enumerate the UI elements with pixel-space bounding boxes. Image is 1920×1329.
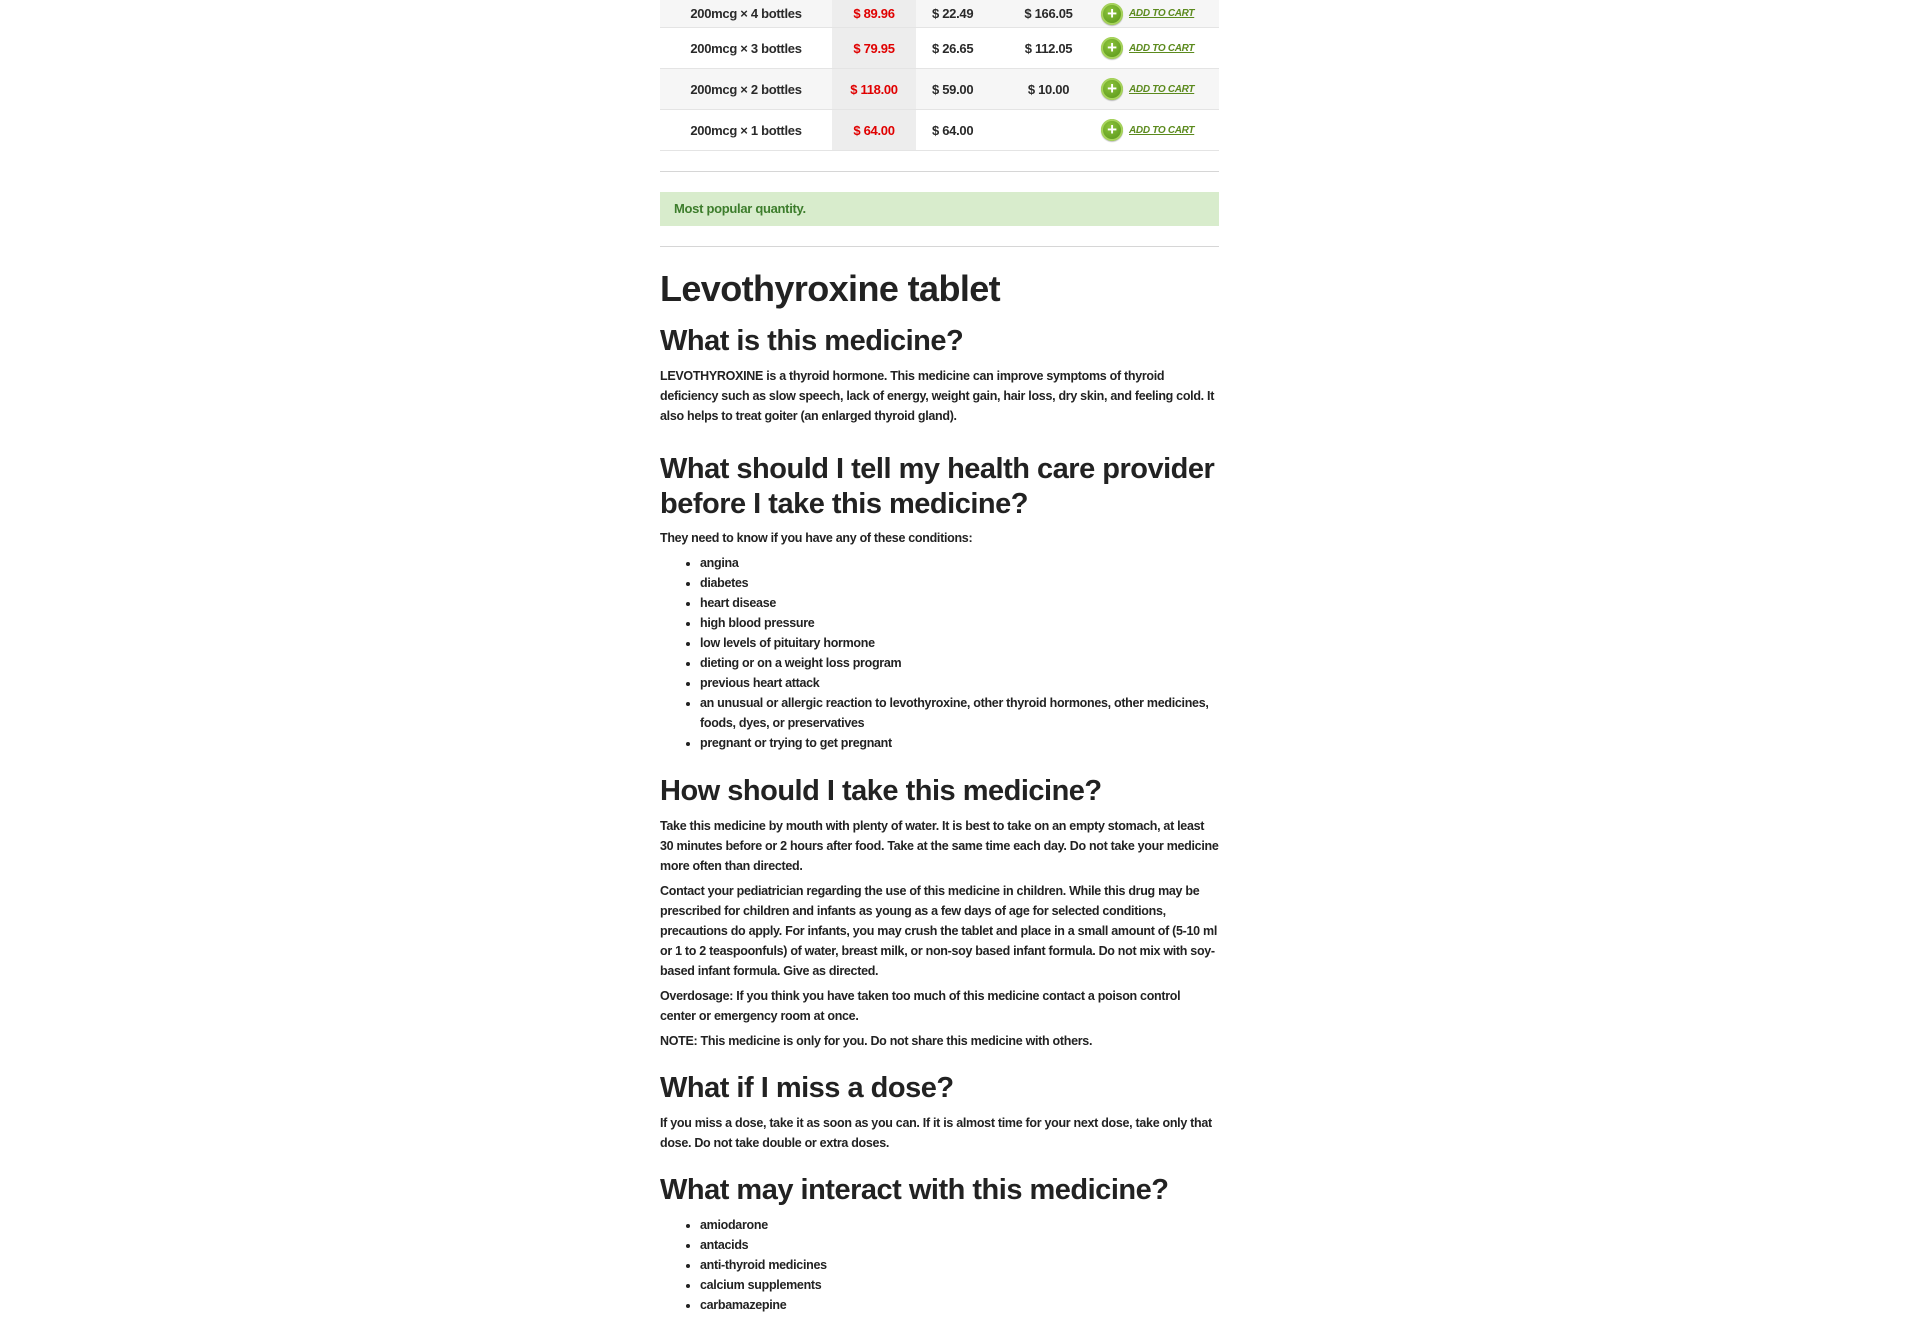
price-cell: $ 64.00 bbox=[832, 110, 916, 151]
plus-icon: + bbox=[1101, 119, 1123, 141]
list-item: • angina bbox=[700, 553, 1219, 573]
divider bbox=[660, 246, 1219, 247]
table-row bbox=[660, 69, 1219, 110]
cart-cell bbox=[1091, 28, 1219, 69]
what-is-text: LEVOTHYROXINE is a thyroid hormone. This medicine can improve symptoms of thyroid deficiency such as slow speech, lack of energy, weight gain, hair loss, dry skin, and feeling cold. It also helps to treat goiter (an enlarged thyroid gland). bbox=[660, 369, 1215, 423]
overdosage-text: Overdosage: If you think you have taken too much of this medicine contact a poison control center or emergency room at once. bbox=[660, 989, 1181, 1023]
cart-cell bbox=[1091, 110, 1219, 151]
savings-cell: $ 166.05 bbox=[1006, 0, 1091, 28]
add-to-cart-link[interactable]: ADD TO CART bbox=[1129, 8, 1195, 19]
list-item: • high blood pressure bbox=[700, 613, 1219, 633]
add-to-cart-button[interactable] bbox=[1101, 119, 1194, 141]
add-to-cart-link[interactable]: ADD TO CART bbox=[1129, 83, 1195, 95]
package-cell: 200mcg × 3 bottles bbox=[660, 28, 832, 69]
price-table bbox=[660, 0, 1219, 151]
savings-cell: $ 112.05 bbox=[1006, 28, 1091, 69]
table-row bbox=[660, 0, 1219, 28]
pediatric-text: Contact your pediatrician regarding the use of this medicine in children. While this drug may be prescribed for children and infants as young as a few days of age for selected conditions, precautions do apply. For infants, you may crush the tablet and place in a small amount of (5-10 ml or 1 to 2 teaspoonfuls) of water, breast milk, or non-soy based infant formula. Do not mix with soy-based infant formula. Give as directed. bbox=[660, 884, 1217, 978]
add-to-cart-button[interactable] bbox=[1101, 3, 1194, 25]
tell-provider-intro: They need to know if you have any of these conditions: bbox=[660, 531, 973, 545]
list-item: • an unusual or allergic reaction to levothyroxine, other thyroid hormones, other medicines, foods, dyes, or preservatives bbox=[700, 693, 1219, 733]
heading-how-to-take: How should I take this medicine? bbox=[660, 775, 1102, 807]
list-item: • low levels of pituitary hormone bbox=[700, 633, 1219, 653]
add-to-cart-link[interactable]: ADD TO CART bbox=[1129, 42, 1195, 54]
add-to-cart-button[interactable] bbox=[1101, 37, 1194, 59]
per-bottle-cell: $ 22.49 bbox=[916, 0, 1006, 28]
savings-cell: $ 10.00 bbox=[1006, 69, 1091, 110]
list-item: • carbamazepine bbox=[700, 1295, 1219, 1315]
cart-cell bbox=[1091, 69, 1219, 110]
list-item: • calcium supplements bbox=[700, 1275, 1219, 1295]
page-title: Levothyroxine tablet bbox=[660, 268, 1001, 309]
per-bottle-cell: $ 59.00 bbox=[916, 69, 1006, 110]
list-item: • previous heart attack bbox=[700, 673, 1219, 693]
heading-tell-provider: What should I tell my health care provider before I take this medicine? bbox=[660, 453, 1215, 520]
plus-icon: + bbox=[1101, 37, 1123, 59]
per-bottle-cell: $ 26.65 bbox=[916, 28, 1006, 69]
price-cell: $ 89.96 bbox=[832, 0, 916, 28]
how-to-take-text: Take this medicine by mouth with plenty of water. It is best to take on an empty stomach, at least 30 minutes before or 2 hours after food. Take at the same time each day. Do not take your medicine more often than directed. bbox=[660, 819, 1219, 873]
list-item: • antacids bbox=[700, 1235, 1219, 1255]
conditions-list bbox=[660, 553, 1219, 753]
plus-icon: + bbox=[1101, 78, 1123, 100]
plus-icon: + bbox=[1101, 3, 1123, 25]
note-text: NOTE: This medicine is only for you. Do not share this medicine with others. bbox=[660, 1034, 1093, 1048]
heading-what-is: What is this medicine? bbox=[660, 325, 964, 357]
heading-missed-dose: What if I miss a dose? bbox=[660, 1072, 954, 1104]
missed-dose-text: If you miss a dose, take it as soon as you can. If it is almost time for your next dose, take only that dose. Do not take double or extra doses. bbox=[660, 1116, 1212, 1150]
divider bbox=[660, 171, 1219, 172]
add-to-cart-link[interactable]: ADD TO CART bbox=[1129, 124, 1195, 136]
package-cell: 200mcg × 2 bottles bbox=[660, 69, 832, 110]
per-bottle-cell: $ 64.00 bbox=[916, 110, 1006, 151]
price-cell: $ 79.95 bbox=[832, 28, 916, 69]
heading-interactions: What may interact with this medicine? bbox=[660, 1174, 1169, 1206]
price-cell: $ 118.00 bbox=[832, 69, 916, 110]
list-item: • amiodarone bbox=[700, 1215, 1219, 1235]
list-item: • dieting or on a weight loss program bbox=[700, 653, 1219, 673]
package-cell: 200mcg × 1 bottles bbox=[660, 110, 832, 151]
list-item: • pregnant or trying to get pregnant bbox=[700, 733, 1219, 753]
cart-cell bbox=[1091, 0, 1219, 28]
table-row bbox=[660, 110, 1219, 151]
interactions-list bbox=[660, 1215, 1219, 1315]
list-item: • diabetes bbox=[700, 573, 1219, 593]
savings-cell bbox=[1006, 110, 1091, 151]
add-to-cart-button[interactable] bbox=[1101, 78, 1194, 100]
table-row bbox=[660, 28, 1219, 69]
list-item: • heart disease bbox=[700, 593, 1219, 613]
list-item: • anti-thyroid medicines bbox=[700, 1255, 1219, 1275]
main-content bbox=[660, 0, 1219, 1315]
package-cell: 200mcg × 4 bottles bbox=[660, 0, 832, 28]
popular-quantity-note: Most popular quantity. bbox=[660, 192, 1219, 226]
